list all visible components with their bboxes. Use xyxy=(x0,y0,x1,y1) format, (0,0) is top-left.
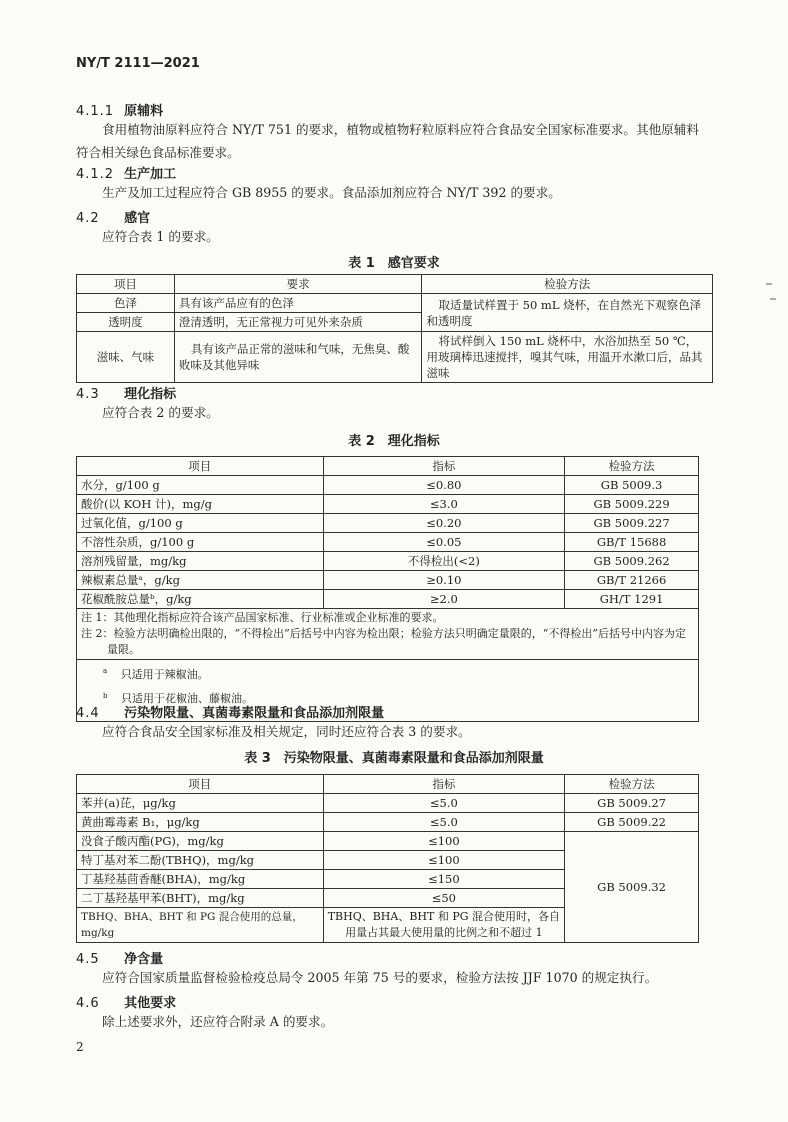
value-cell: 不得检出(<2) xyxy=(323,552,565,571)
section-number: 4.6 xyxy=(76,996,100,1011)
requirement-cell: 具有该产品应有的色泽 xyxy=(174,294,422,313)
header-cell: 要求 xyxy=(174,275,422,294)
section-title: 其他要求 xyxy=(124,996,177,1011)
table-row xyxy=(77,533,699,552)
method-cell: GB 5009.262 xyxy=(565,552,699,571)
section-number: 4.2 xyxy=(76,211,100,226)
value-cell: ≥2.0 xyxy=(323,590,565,609)
table-row xyxy=(77,813,699,832)
table-header-row xyxy=(77,275,713,294)
value-cell: ≤0.05 xyxy=(323,533,565,552)
header-cell: 项目 xyxy=(77,457,324,476)
header-cell: 检验方法 xyxy=(422,275,713,294)
scan-mark-decoration xyxy=(766,283,772,285)
header-cell: 指标 xyxy=(323,775,565,794)
item-cell: 酸价(以 KOH 计)，mg/g xyxy=(77,495,324,514)
section-number: 4.3 xyxy=(76,387,100,402)
header-cell: 检验方法 xyxy=(565,775,699,794)
section-4-1-2-heading xyxy=(76,163,176,182)
note-1: 注 1：其他理化指标应符合该产品国家标准、行业标准或企业标准的要求。 xyxy=(81,611,444,624)
item-cell: 辣椒素总量ᵃ，g/kg xyxy=(77,571,324,590)
item-cell: 没食子酸丙酯(PG)，mg/kg xyxy=(77,832,324,851)
section-4-3-text: 应符合表 2 的要求。 xyxy=(102,405,219,420)
method-cell: GH/T 1291 xyxy=(565,590,699,609)
item-cell: 溶剂残留量，mg/kg xyxy=(77,552,324,571)
note-2: 注 2：检验方法明确检出限的，“不得检出”后括号中内容为检出限；检验方法只明确定量限的，“不得检出”后括号中内容为定量限。 xyxy=(81,627,686,656)
header-cell: 检验方法 xyxy=(565,457,699,476)
table-row xyxy=(77,332,713,383)
section-title: 净含量 xyxy=(124,952,164,967)
item-cell: 苯并(a)芘，μg/kg xyxy=(77,794,324,813)
table-2-physicochemical xyxy=(76,456,699,722)
section-number: 4.1.1 xyxy=(76,104,115,119)
item-cell: 黄曲霉毒素 B₁，μg/kg xyxy=(77,813,324,832)
value-cell: ≤0.80 xyxy=(323,476,565,495)
standard-code: NY/T 2111—2021 xyxy=(76,56,200,71)
table-row xyxy=(77,552,699,571)
table-row xyxy=(77,294,713,313)
table-1-sensory xyxy=(76,274,713,383)
method-cell: GB 5009.227 xyxy=(565,514,699,533)
header-cell: 项目 xyxy=(77,275,175,294)
value-cell: ≥0.10 xyxy=(323,571,565,590)
item-cell: 丁基羟基茴香醚(BHA)，mg/kg xyxy=(77,870,324,889)
section-title: 理化指标 xyxy=(124,387,177,402)
value-cell: ≤0.20 xyxy=(323,514,565,533)
item-cell: 透明度 xyxy=(77,313,175,332)
section-4-2-heading xyxy=(76,207,150,226)
value-cell: ≤50 xyxy=(323,889,565,908)
method-cell: GB/T 15688 xyxy=(565,533,699,552)
value-cell: ≤3.0 xyxy=(323,495,565,514)
item-cell: 滋味、气味 xyxy=(77,332,175,383)
section-4-1-2-text: 生产及加工过程应符合 GB 8955 的要求。食品添加剂应符合 NY/T 392 的要求。 xyxy=(102,185,561,200)
table-row xyxy=(77,832,699,851)
page-number: 2 xyxy=(76,1040,84,1054)
method-cell: 将试样倒入 150 mL 烧杯中，水浴加热至 50 ℃，用玻璃棒迅速搅拌，嗅其气味，用温开水漱口后，品其滋味 xyxy=(422,332,713,383)
section-title: 污染物限量、真菌毒素限量和食品添加剂限量 xyxy=(124,706,385,721)
table-row xyxy=(77,495,699,514)
method-cell: GB 5009.3 xyxy=(565,476,699,495)
value-cell: ≤5.0 xyxy=(323,813,565,832)
section-4-4-heading xyxy=(76,702,384,721)
footnote-b-text: 只适用于花椒油、藤椒油。 xyxy=(120,692,253,706)
item-cell: 二丁基羟基甲苯(BHT)，mg/kg xyxy=(77,889,324,908)
value-cell: ≤5.0 xyxy=(323,794,565,813)
section-4-5-text: 应符合国家质量监督检验检疫总局令 2005 年第 75 号的要求，检验方法按 JJF 1070 的规定执行。 xyxy=(102,970,658,985)
requirement-cell: 澄清透明，无正常视力可见外来杂质 xyxy=(174,313,422,332)
section-4-2-text: 应符合表 1 的要求。 xyxy=(102,229,219,244)
section-number: 4.5 xyxy=(76,952,100,967)
table-row xyxy=(77,476,699,495)
value-cell: ≤150 xyxy=(323,870,565,889)
table-header-row xyxy=(77,775,699,794)
item-cell: 不溶性杂质，g/100 g xyxy=(77,533,324,552)
method-cell: GB 5009.229 xyxy=(565,495,699,514)
value-cell: ≤100 xyxy=(323,851,565,870)
table-note-row xyxy=(77,609,699,660)
requirement-cell: 具有该产品正常的滋味和气味，无焦臭、酸败味及其他异味 xyxy=(174,332,422,383)
header-cell: 指标 xyxy=(323,457,565,476)
section-title: 原辅料 xyxy=(124,104,164,119)
section-4-4-text: 应符合食品安全国家标准及相关规定，同时还应符合表 3 的要求。 xyxy=(102,724,471,739)
footnote-a-mark: a xyxy=(103,667,108,675)
section-title: 生产加工 xyxy=(124,167,177,182)
method-cell: GB/T 21266 xyxy=(565,571,699,590)
footnote-a-text: 只适用于辣椒油。 xyxy=(120,667,209,681)
table-row xyxy=(77,590,699,609)
section-title: 感官 xyxy=(124,211,151,226)
section-number: 4.1.2 xyxy=(76,167,115,182)
item-cell: 特丁基对苯二酚(TBHQ)，mg/kg xyxy=(77,851,324,870)
footnote-b-mark: b xyxy=(103,691,108,700)
method-cell: GB 5009.32 xyxy=(565,832,699,943)
item-cell: 花椒酰胺总量ᵇ，g/kg xyxy=(77,590,324,609)
footnote-a xyxy=(81,663,694,683)
header-cell: 项目 xyxy=(77,775,324,794)
method-cell: 取适量试样置于 50 mL 烧杯，在自然光下观察色泽和透明度 xyxy=(422,294,713,332)
table-row xyxy=(77,794,699,813)
item-cell: TBHQ、BHA、BHT 和 PG 混合使用的总量，mg/kg xyxy=(77,908,324,943)
table-1-caption: 表 1 感官要求 xyxy=(348,256,440,271)
table-2-caption: 表 2 理化指标 xyxy=(348,434,440,449)
section-number: 4.4 xyxy=(76,706,100,721)
table-row xyxy=(77,514,699,533)
table-row xyxy=(77,571,699,590)
table-note xyxy=(77,609,699,660)
table-3-caption: 表 3 污染物限量、真菌毒素限量和食品添加剂限量 xyxy=(244,751,544,766)
section-4-5-heading xyxy=(76,948,163,967)
table-header-row xyxy=(77,457,699,476)
section-4-1-1-heading xyxy=(76,100,163,119)
item-cell: 过氧化值，g/100 g xyxy=(77,514,324,533)
table-3-contaminants xyxy=(76,774,699,943)
item-cell: 色泽 xyxy=(77,294,175,313)
section-4-3-heading xyxy=(76,383,176,402)
scan-mark-decoration xyxy=(770,298,776,300)
section-4-6-heading xyxy=(76,992,176,1011)
section-4-1-1-text: 食用植物油原料应符合 NY/T 751 的要求，植物或植物籽粒原料应符合食品安全国家标准要求。其他原辅料符合相关绿色食品标准要求。 xyxy=(76,122,699,160)
value-cell: ≤100 xyxy=(323,832,565,851)
item-cell: 水分，g/100 g xyxy=(77,476,324,495)
method-cell: GB 5009.27 xyxy=(565,794,699,813)
value-cell: TBHQ、BHA、BHT 和 PG 混合使用时，各自用量占其最大使用量的比例之和不超过 1 xyxy=(323,908,565,943)
method-cell: GB 5009.22 xyxy=(565,813,699,832)
section-4-6-text: 除上述要求外，还应符合附录 A 的要求。 xyxy=(102,1014,334,1029)
